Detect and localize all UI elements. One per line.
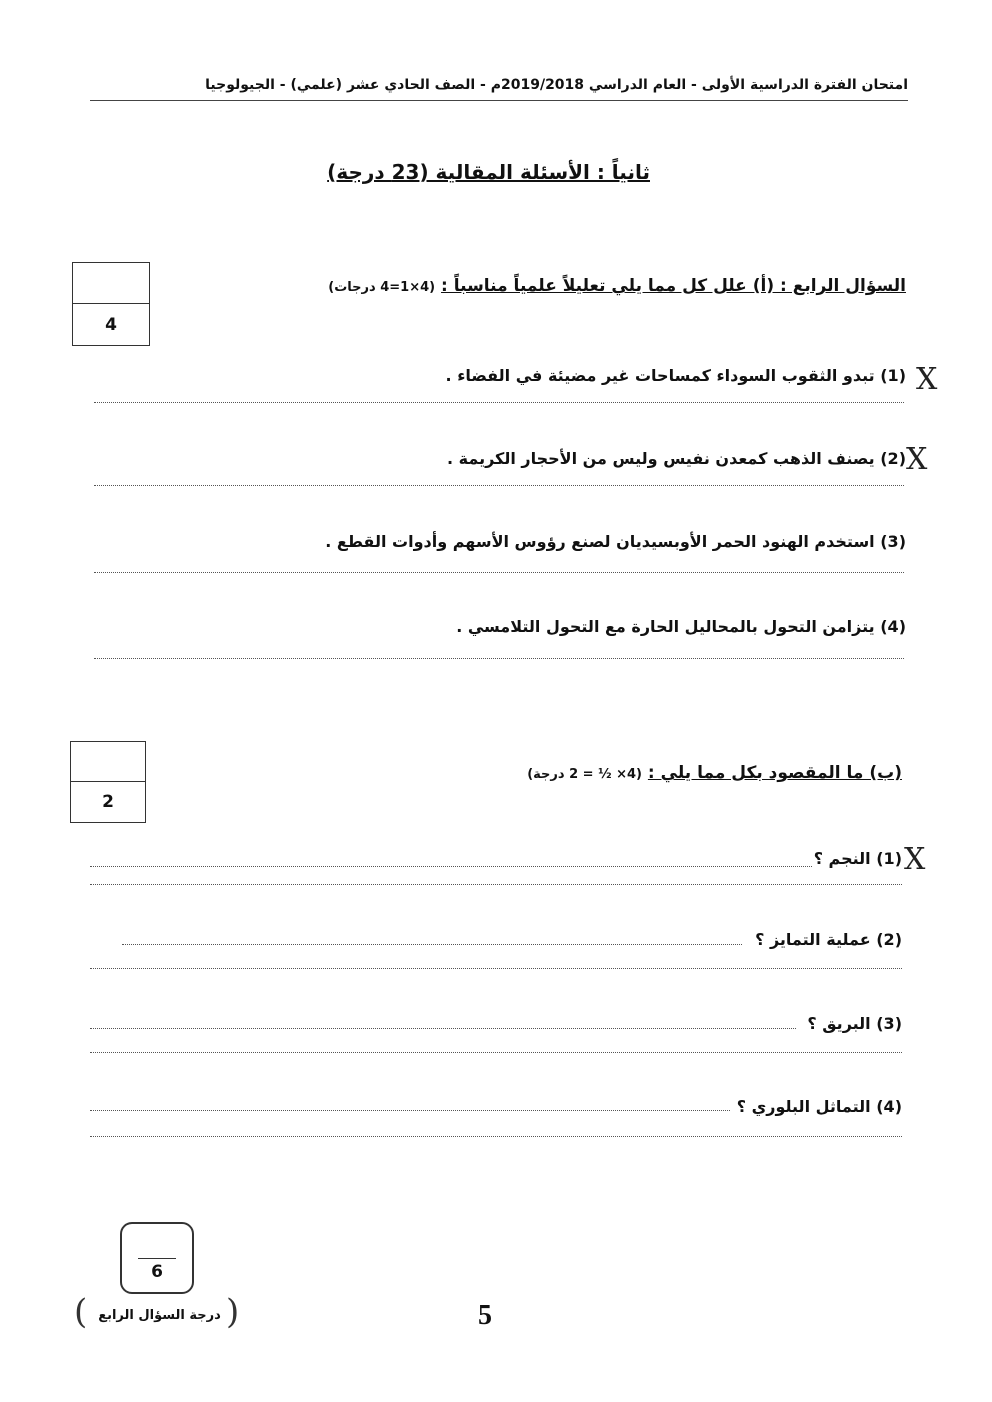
answer-line [90, 866, 812, 867]
list-item: (3) استخدم الهنود الحمر الأوبسيديان لصنع رؤوس الأسهم وأدوات القطع . [325, 532, 906, 551]
exam-header: امتحان الفترة الدراسية الأولى - العام الدراسي 2019/2018م - الصف الحادي عشر (علمي) - الجيولوجيا [90, 74, 908, 101]
score-part-a: 4 [105, 314, 117, 335]
question-4a-marks-note: (4×1=4 درجات) [328, 280, 436, 295]
total-score-box [120, 1222, 194, 1294]
cross-mark-icon: X [904, 842, 926, 877]
question-4a-label: السؤال الرابع : (أ) علل كل مما يلي تعليلاً علمياً مناسباً : [441, 276, 906, 296]
list-item: (3) البريق ؟ [807, 1014, 902, 1033]
answer-line [90, 1052, 902, 1053]
answer-line [90, 884, 902, 885]
cross-mark-icon: X [916, 362, 938, 397]
list-item: (4) يتزامن التحول بالمحاليل الحارة مع التحول التلامسي . [456, 617, 906, 636]
answer-line [94, 658, 904, 659]
page-number: 5 [478, 1300, 492, 1331]
score-box-part-a [72, 262, 150, 346]
answer-line [122, 944, 742, 945]
answer-line [90, 968, 902, 969]
list-item: (2) عملية التمايز ؟ [755, 930, 902, 949]
answer-line [90, 1110, 730, 1111]
left-bracket-icon: ( [74, 1292, 88, 1332]
total-score: 6 [151, 1262, 163, 1282]
score-part-b: 2 [102, 792, 114, 812]
answer-line [94, 485, 904, 486]
total-score-caption: درجة السؤال الرابع [98, 1308, 221, 1323]
answer-line [94, 402, 904, 403]
cross-mark-icon: X [906, 442, 928, 477]
question-4b-label: (ب) ما المقصود بكل مما يلي : [647, 763, 902, 783]
answer-line [90, 1028, 796, 1029]
list-item: (1) تبدو الثقوب السوداء كمساحات غير مضيئة في الفضاء . [445, 366, 906, 385]
question-4b-heading [527, 763, 902, 783]
list-item: (2) يصنف الذهب كمعدن نفيس وليس من الأحجار الكريمة . [446, 449, 906, 468]
answer-line [94, 572, 904, 573]
answer-line [90, 1136, 902, 1137]
score-box-part-b [70, 741, 146, 823]
question-4b-marks-note: (4× ½ = 2 درجة) [527, 767, 642, 782]
section-title: ثانياً : الأسئلة المقالية (23 درجة) [327, 160, 650, 184]
list-item: (1) النجم ؟ [813, 849, 902, 868]
list-item: (4) التماثل البلوري ؟ [736, 1097, 902, 1116]
right-bracket-icon: ) [226, 1292, 240, 1332]
question-4a-heading [328, 276, 906, 296]
